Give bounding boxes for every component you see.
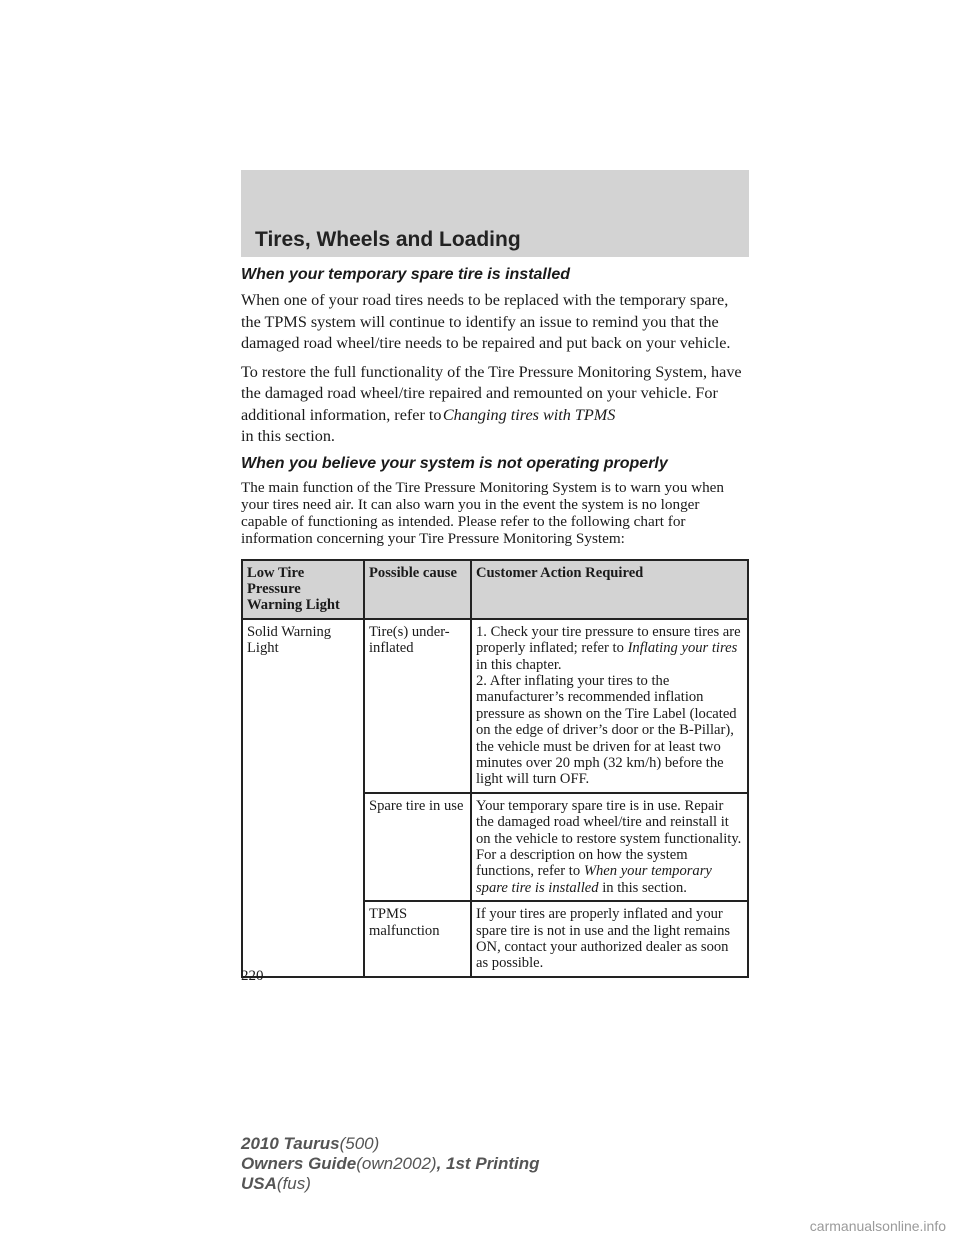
- footer-guide: Owners Guide: [241, 1154, 357, 1173]
- action-reference: Inflating your tires: [627, 640, 738, 657]
- footer-market-code: (fus): [276, 1174, 311, 1193]
- footer-printing: , 1st Printing: [436, 1154, 540, 1173]
- action-cell: [471, 793, 748, 901]
- page-number: 220: [241, 968, 264, 984]
- action-text: 1. Check your tire pressure to ensure tires are properly inflated; refer to: [476, 623, 741, 657]
- restore-text: To restore the full functionality of the Tire Pressure Monitoring System, have the damaged road wheel/tire repaired and remounted on your vehicle. For additional information, refer to: [241, 362, 742, 424]
- footer-model: 2010 Taurus: [241, 1134, 340, 1153]
- footer-model-code: (500): [339, 1134, 380, 1153]
- action-reference: When your temporary spare tire is installed: [476, 863, 712, 896]
- footer-line-model: [241, 1134, 540, 1154]
- footer-line-market: [241, 1174, 540, 1194]
- warning-light-cell: Solid Warning Light: [242, 619, 364, 977]
- action-step-two: 2. After inflating your tires to the manufacturer’s recommended inflation pressure as shown on the Tire Label (located on the edge of driver’s door or the B-Pillar), the vehicle must be driven for at least two minutes over 20 mph (32 km/h) before the light will turn OFF.: [476, 672, 737, 788]
- paragraph-spare-installed: When one of your road tires needs to be replaced with the temporary spare, the TPMS system will continue to identify an issue to remind you that the damaged road wheel/tire needs to be repaired and put back on your vehicle.: [241, 291, 731, 352]
- footer-guide-code: (own2002): [356, 1154, 437, 1173]
- footer-line-guide: [241, 1154, 540, 1174]
- page-content: [241, 266, 749, 978]
- cause-cell: Spare tire in use: [364, 793, 471, 901]
- action-text-end: in this section.: [602, 879, 687, 896]
- header-customer-action: Customer Action Required: [471, 560, 748, 619]
- restore-text-end: in this section.: [241, 427, 335, 445]
- paragraph-restore-functionality: [241, 362, 749, 448]
- action-cell: [471, 619, 748, 793]
- heading-not-operating: When you believe your system is not operating properly: [241, 454, 668, 472]
- action-text-end: in this chapter.: [476, 656, 562, 673]
- header-warning-light: Low Tire Pressure Warning Light: [242, 560, 364, 619]
- tpms-troubleshooting-table: [241, 559, 749, 978]
- cause-cell: TPMS malfunction: [364, 901, 471, 977]
- header-possible-cause: Possible cause: [364, 560, 471, 619]
- cause-cell: Tire(s) under-inflated: [364, 619, 471, 793]
- action-text: Your temporary spare tire is in use. Repair the damaged road wheel/tire and reinstall it on the vehicle to restore system functionality. For a description on how the system functions, refer to: [476, 797, 742, 880]
- table-row: [242, 619, 748, 793]
- table-header-row: [242, 560, 748, 619]
- changing-tires-reference: Changing tires with TPMS: [442, 405, 616, 424]
- footer-market: USA: [241, 1174, 277, 1193]
- section-title: Tires, Wheels and Loading: [255, 228, 521, 251]
- action-cell: If your tires are properly inflated and your spare tire is not in use and the light remains ON, contact your authorized dealer as soon as possible.: [471, 901, 748, 977]
- heading-spare-installed: When your temporary spare tire is installed: [241, 266, 570, 283]
- watermark-link[interactable]: carmanualsonline.info: [809, 1218, 946, 1234]
- paragraph-not-operating: The main function of the Tire Pressure Monitoring System is to warn you when your tires need air. It can also warn you in the event the system is no longer capable of functioning as intended. Please refer to the following chart for information concerning your Tire Pressure Monitoring System:: [241, 478, 724, 547]
- document-footer: [241, 1134, 540, 1194]
